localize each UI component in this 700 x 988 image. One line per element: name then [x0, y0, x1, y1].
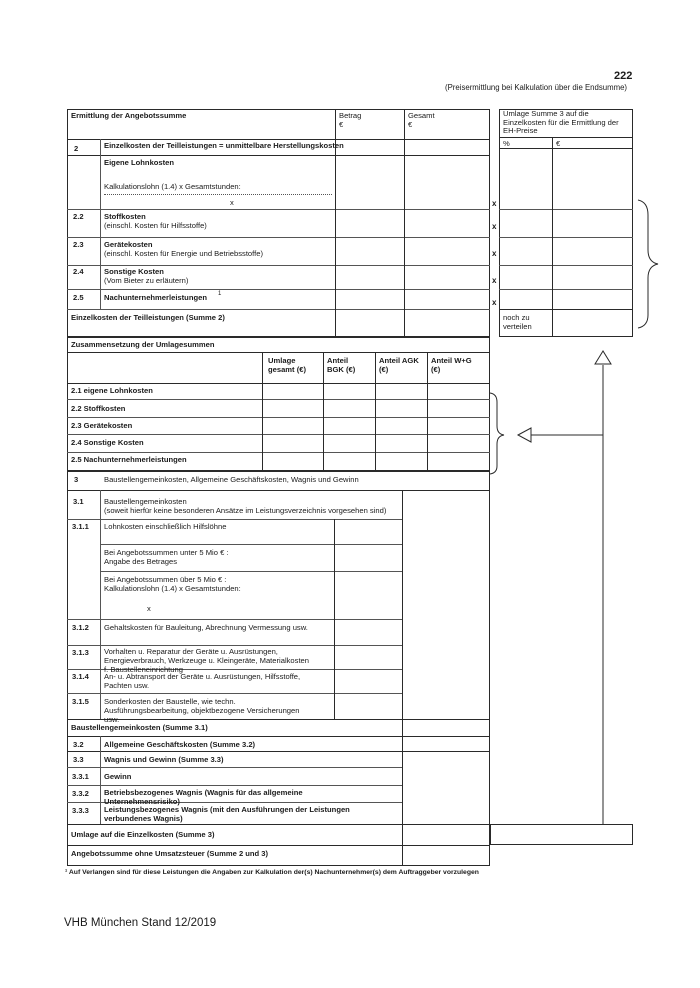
r333-l1: Leistungsbezogenes Wagnis (mit den Ausführungen der Leistungen — [104, 805, 350, 814]
col-gesamt: Gesamt — [408, 111, 435, 120]
r314-l2: Pachten usw. — [104, 681, 150, 690]
r314-num: 3.1.4 — [72, 672, 89, 681]
mid-row: 2.4 Sonstige Kosten — [71, 438, 144, 447]
mid-brace — [490, 393, 504, 474]
r331-num: 3.3.1 — [72, 772, 89, 781]
r31-num: 3.1 — [73, 497, 84, 506]
r31-sub: (soweit hierfür keine besonderen Ansätze im Leistungsverzeichnis vorgesehen sind) — [104, 506, 387, 515]
row25-title: Nachunternehmerleistungen — [104, 293, 207, 302]
r331-title: Gewinn — [104, 772, 132, 781]
r311-title: Lohnkosten einschließlich Hilfslöhne — [104, 522, 227, 531]
r313-l1: Vorhalten u. Reparatur der Geräte u. Ausrüstungen, — [104, 647, 278, 656]
r311-b2: Kalkulationslohn (1.4) x Gesamtstunden: — [104, 584, 241, 593]
col-bgk-1: Anteil — [327, 356, 349, 365]
col-wg-1: Anteil W+G — [431, 356, 472, 365]
row22-sub: (einschl. Kosten für Hilfsstoffe) — [104, 221, 207, 230]
sum31-label: Baustellengemeinkosten (Summe 3.1) — [71, 723, 208, 732]
r333-num: 3.3.3 — [72, 806, 89, 815]
row2-title: Einzelkosten der Teilleistungen = unmittelbare Herstellungskosten — [104, 141, 344, 150]
mid-row: 2.2 Stoffkosten — [71, 404, 126, 413]
r3-num: 3 — [74, 475, 79, 484]
page-subtitle: (Preisermittlung bei Kalkulation über die Endsumme) — [445, 83, 628, 92]
noch-zu: noch zu — [503, 313, 530, 322]
total-label: Angebotssumme ohne Umsatzsteuer (Summe 2 und 3) — [71, 849, 269, 858]
r315-l2: Ausführungsbearbeitung, objektbezogene Versicherungen — [104, 706, 300, 715]
r311-a1: Bei Angebotssummen unter 5 Mio € : — [104, 548, 229, 557]
top-title: Ermittlung der Angebotssumme — [71, 111, 187, 120]
x-mark-23: x — [492, 249, 497, 258]
r332-num: 3.3.2 — [72, 789, 89, 798]
col-umlage-2: gesamt (€) — [268, 365, 306, 374]
col-agk-2: (€) — [379, 365, 389, 374]
col-umlage-1: Umlage — [268, 356, 296, 365]
r315-l3: usw. — [104, 715, 120, 724]
r3-title: Baustellengemeinkosten, Allgemeine Geschäftskosten, Wagnis und Gewinn — [104, 475, 359, 484]
page-number: 222 — [614, 70, 633, 82]
right-euro: € — [556, 139, 561, 148]
r332-l2: Unternehmensrisiko) — [104, 797, 180, 806]
col-betrag-euro: € — [339, 120, 344, 129]
r33-title: Wagnis und Gewinn (Summe 3.3) — [104, 755, 224, 764]
row23-num: 2.3 — [73, 240, 84, 249]
r311-a2: Angabe des Betrages — [104, 557, 178, 566]
sum2-label: Einzelkosten der Teilleistungen (Summe 2) — [71, 313, 225, 322]
x-mark-25: x — [492, 298, 497, 307]
sum3-label: Umlage auf die Einzelkosten (Summe 3) — [71, 830, 215, 839]
r333-l2: verbundenes Wagnis) — [104, 814, 183, 823]
row24-num: 2.4 — [73, 267, 84, 276]
row24-title: Sonstige Kosten — [104, 267, 164, 276]
r314-l1: An- u. Abtransport der Geräte u. Ausrüstungen, Hilfsstoffe, — [104, 672, 301, 681]
r31-title: Baustellengemeinkosten — [104, 497, 187, 506]
mid-row: 2.1 eigene Lohnkosten — [71, 386, 153, 395]
row25-sup: 1 — [218, 291, 222, 297]
r32-num: 3.2 — [73, 740, 84, 749]
r312-num: 3.1.2 — [72, 623, 89, 632]
verteilen: verteilen — [503, 322, 532, 331]
col-bgk-2: BGK (€) — [327, 365, 356, 374]
col-betrag: Betrag — [339, 111, 362, 120]
mid-row: 2.5 Nachunternehmerleistungen — [71, 455, 187, 464]
x-mark-24: x — [492, 276, 497, 285]
row21-sub: Kalkulationslohn (1.4) x Gesamtstunden: — [104, 182, 241, 191]
footnote: ¹ Auf Verlangen sind für diese Leistungen die Angaben zur Kalkulation der(s) Nachunternehmer(s) dem Auftraggeber vorzulegen — [65, 869, 479, 876]
x-mark-22: x — [492, 222, 497, 231]
col-gesamt-euro: € — [408, 120, 413, 129]
r311-x: x — [147, 604, 151, 613]
r313-num: 3.1.3 — [72, 648, 89, 657]
row2-num: 2 — [74, 144, 79, 153]
row23-title: Gerätekosten — [104, 240, 153, 249]
right-header: Umlage Summe 3 auf die Einzelkosten für die Ermittlung der EH-Preise — [503, 109, 619, 136]
row23-sub: (einschl. Kosten für Energie und Betriebsstoffe) — [104, 249, 263, 258]
mid-title: Zusammensetzung der Umlagesummen — [71, 340, 215, 349]
row25-num: 2.5 — [73, 293, 84, 302]
r313-l3: f. Baustelleneinrichtung — [104, 665, 183, 674]
row24-sub: (Vom Bieter zu erläutern) — [104, 276, 189, 285]
r33-num: 3.3 — [73, 755, 84, 764]
footer-text: VHB München Stand 12/2019 — [64, 917, 217, 929]
r311-num: 3.1.1 — [72, 522, 89, 531]
row22-title: Stoffkosten — [104, 212, 146, 221]
row21-x: x — [230, 198, 234, 207]
r313-l2: Energieverbrauch, Werkzeuge u. Kleingeräte, Materialkosten — [104, 656, 310, 665]
r315-l1: Sonderkosten der Baustelle, wie techn. — [104, 697, 236, 706]
left-arrow-head — [518, 428, 531, 442]
r332-l1: Betriebsbezogenes Wagnis (Wagnis für das allgemeine — [104, 788, 303, 797]
r312-title: Gehaltskosten für Bauleitung, Abrechnung Vermessung usw. — [104, 623, 308, 632]
right-pct: % — [503, 139, 510, 148]
right-brace — [638, 200, 658, 328]
x-mark-21: x — [492, 199, 497, 208]
col-agk-1: Anteil AGK — [379, 356, 419, 365]
r32-title: Allgemeine Geschäftskosten (Summe 3.2) — [104, 740, 256, 749]
row22-num: 2.2 — [73, 212, 84, 221]
r311-b1: Bei Angebotssummen über 5 Mio € : — [104, 575, 227, 584]
row21-title: Eigene Lohnkosten — [104, 158, 175, 167]
mid-row: 2.3 Gerätekosten — [71, 421, 133, 430]
up-arrow-head — [595, 351, 611, 364]
col-wg-2: (€) — [431, 365, 441, 374]
r315-num: 3.1.5 — [72, 697, 89, 706]
